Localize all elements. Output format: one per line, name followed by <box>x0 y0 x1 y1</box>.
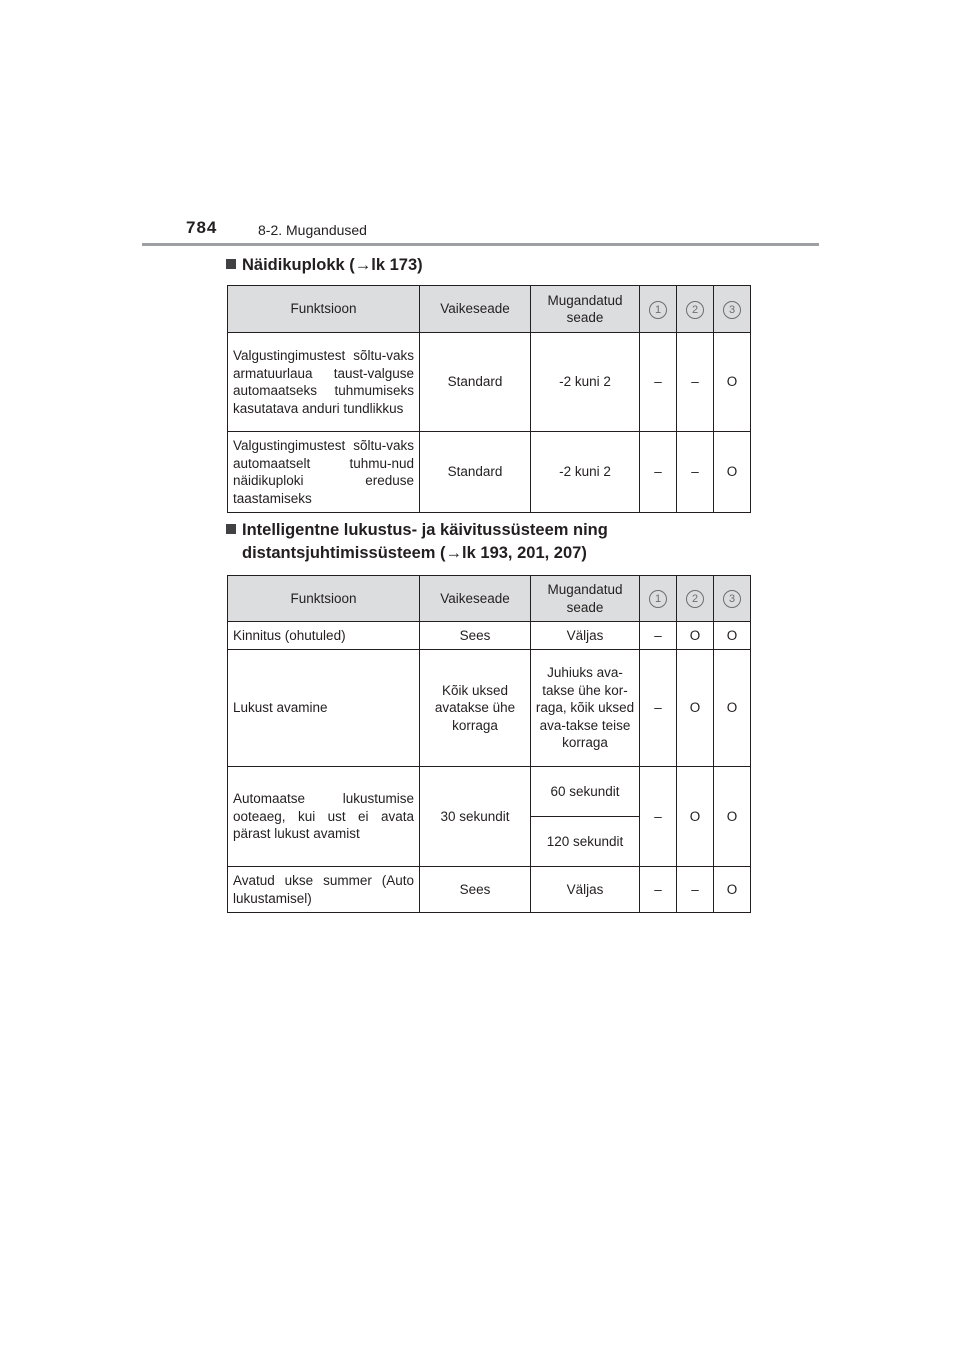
cell-col3: O <box>714 650 751 767</box>
table-header-row <box>228 286 751 333</box>
square-bullet-icon <box>226 524 236 534</box>
cell-col3: O <box>714 432 751 513</box>
cell-col1: – <box>640 622 677 650</box>
header-col3 <box>714 576 751 622</box>
cell-default: Standard <box>420 432 531 513</box>
cell-col3: O <box>714 333 751 432</box>
cell-default: 30 sekundit <box>420 767 531 867</box>
page-reference: lk 193, 201, 207) <box>462 544 587 562</box>
heading-text: Näidikuplokk ( <box>242 256 355 274</box>
cell-col2: O <box>677 650 714 767</box>
header-col3 <box>714 286 751 333</box>
circled-number-2-icon: 2 <box>686 301 704 319</box>
table-row <box>228 432 751 513</box>
cell-col2: O <box>677 767 714 867</box>
cell-col3: O <box>714 867 751 913</box>
table-row <box>228 867 751 913</box>
cell-function: Avatud ukse summer (Auto lukustamisel) <box>228 867 420 913</box>
settings-table-instrument-cluster <box>227 285 751 513</box>
cell-col2: – <box>677 333 714 432</box>
section-heading-smart-key <box>226 519 746 565</box>
cell-default: Sees <box>420 622 531 650</box>
header-col1 <box>640 286 677 333</box>
cell-col3: O <box>714 767 751 867</box>
table-header-row <box>228 576 751 622</box>
square-bullet-icon <box>226 259 236 269</box>
circled-number-3-icon: 3 <box>723 301 741 319</box>
cell-col2: O <box>677 622 714 650</box>
table-row <box>228 333 751 432</box>
heading-text-line1: Intelligentne lukustus- ja käivitussüsteem ning <box>242 521 608 539</box>
cell-customized: Juhiuks ava-takse ühe kor-raga, kõik uksed ava-takse teise korraga <box>531 650 640 767</box>
cell-col1: – <box>640 867 677 913</box>
table-row <box>228 767 751 817</box>
header-col1 <box>640 576 677 622</box>
header-col2 <box>677 576 714 622</box>
cell-function: Lukust avamine <box>228 650 420 767</box>
cell-customized: 120 sekundit <box>531 817 640 867</box>
header-rule <box>142 243 819 246</box>
table-row <box>228 622 751 650</box>
circled-number-1-icon: 1 <box>649 301 667 319</box>
circled-number-3-icon: 3 <box>723 590 741 608</box>
cell-col3: O <box>714 622 751 650</box>
cell-default: Sees <box>420 867 531 913</box>
cell-col2: – <box>677 867 714 913</box>
header-customized: Mugandatud seade <box>531 576 640 622</box>
arrow-icon: → <box>445 544 463 562</box>
header-col2 <box>677 286 714 333</box>
section-label: 8-2. Mugandused <box>258 222 367 238</box>
page-number: 784 <box>186 218 218 237</box>
cell-function: Kinnitus (ohutuled) <box>228 622 420 650</box>
circled-number-1-icon: 1 <box>649 590 667 608</box>
cell-customized: Väljas <box>531 867 640 913</box>
cell-default: Standard <box>420 333 531 432</box>
header-default: Vaikeseade <box>420 286 531 333</box>
cell-col1: – <box>640 432 677 513</box>
cell-customized: -2 kuni 2 <box>531 333 640 432</box>
header-customized: Mugandatud seade <box>531 286 640 333</box>
cell-function: Valgustingimustest sõltu-vaks automaatselt tuhmu-nud näidikuploki ereduse taastamiseks <box>228 432 420 513</box>
header-default: Vaikeseade <box>420 576 531 622</box>
header-function: Funktsioon <box>228 286 420 333</box>
heading-text-line2: distantsjuhtimissüsteem ( <box>242 544 446 562</box>
arrow-icon: → <box>354 256 372 274</box>
settings-table-smart-key <box>227 575 751 913</box>
header-function: Funktsioon <box>228 576 420 622</box>
section-heading-instrument-cluster <box>226 254 746 277</box>
cell-default: Kõik uksed avatakse ühe korraga <box>420 650 531 767</box>
cell-function: Automaatse lukustumise ooteaeg, kui ust ei avata pärast lukust avamist <box>228 767 420 867</box>
cell-col1: – <box>640 767 677 867</box>
table-row <box>228 650 751 767</box>
cell-customized: 60 sekundit <box>531 767 640 817</box>
circled-number-2-icon: 2 <box>686 590 704 608</box>
cell-customized: -2 kuni 2 <box>531 432 640 513</box>
page-reference: lk 173) <box>371 256 423 274</box>
cell-col1: – <box>640 333 677 432</box>
cell-customized: Väljas <box>531 622 640 650</box>
cell-col2: – <box>677 432 714 513</box>
cell-function: Valgustingimustest sõltu-vaks armatuurlaua taust-valguse automaatseks tuhmumiseks kasutatava anduri tundlikkus <box>228 333 420 432</box>
cell-col1: – <box>640 650 677 767</box>
